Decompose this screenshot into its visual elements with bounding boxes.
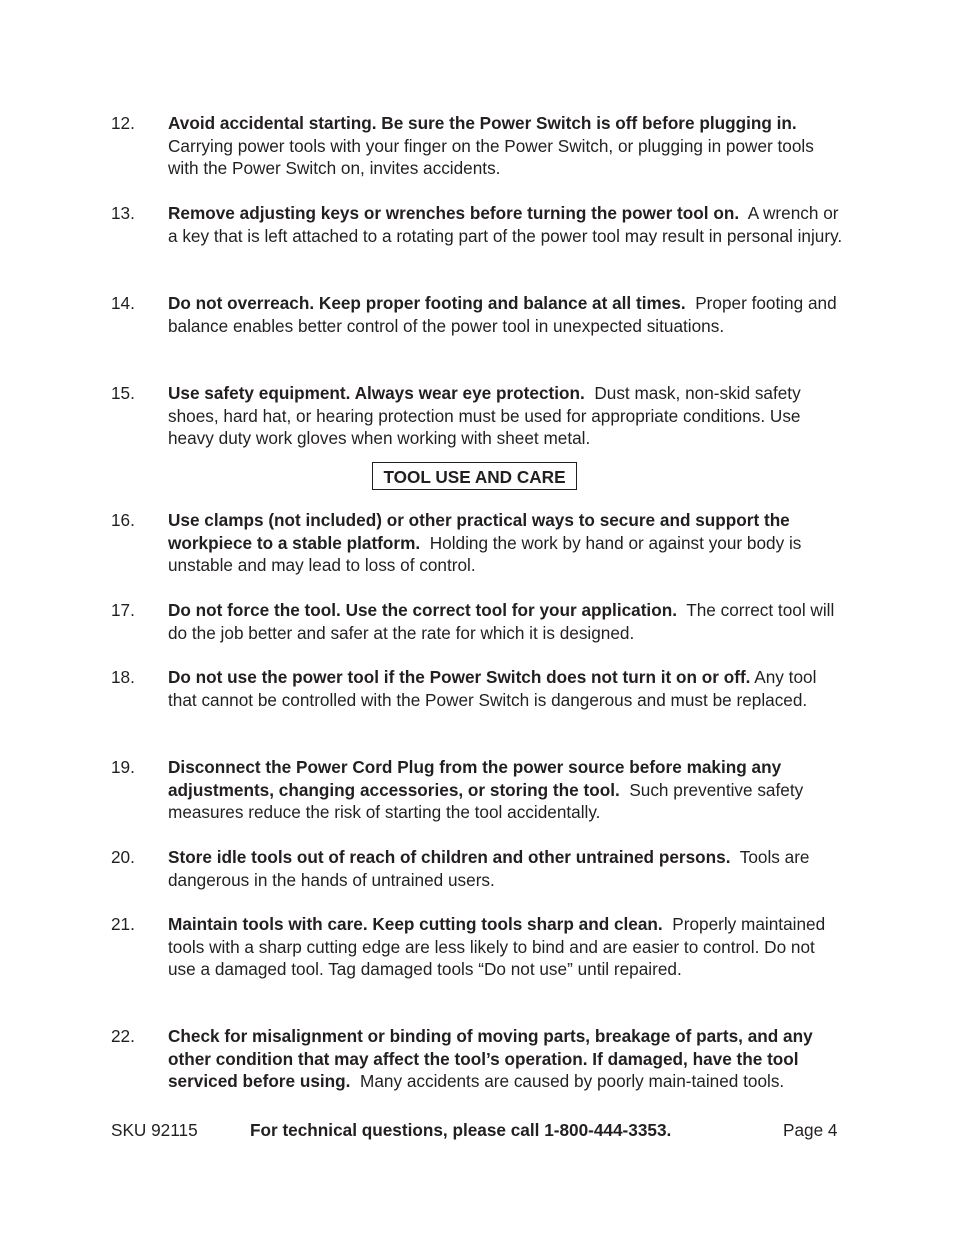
item-lead: Disconnect the Power Cord Plug from the power source before making any adjustments, changing accessories, or storing the tool. xyxy=(168,757,782,800)
item-number: 22. xyxy=(111,1026,135,1046)
item-number: 17. xyxy=(111,600,135,620)
item-lead: Remove adjusting keys or wrenches before turning the power tool on. xyxy=(168,203,740,223)
item-text: Properly maintained tools with a sharp cutting edge are less likely to bind and are easier to control. Do not use a damaged tool. Tag damaged tools “Do not use” until repaired. xyxy=(168,914,826,980)
item-number: 18. xyxy=(111,667,135,687)
item-text: Proper footing and balance enables better control of the power tool in unexpected situations. xyxy=(168,293,837,336)
item-lead: Use safety equipment. Always wear eye protection. xyxy=(168,383,585,403)
item-body xyxy=(168,292,846,337)
footer-contact: For technical questions, please call 1-800-444-3353. xyxy=(250,1120,672,1140)
item-body xyxy=(168,756,846,824)
footer-page-number: Page 4 xyxy=(783,1120,838,1140)
item-body xyxy=(168,666,846,711)
item-number: 20. xyxy=(111,847,135,867)
item-body xyxy=(168,509,846,577)
item-number: 13. xyxy=(111,203,135,223)
item-lead: Maintain tools with care. Keep cutting tools sharp and clean. xyxy=(168,914,663,934)
item-body xyxy=(168,202,846,247)
item-body xyxy=(168,846,846,891)
item-body xyxy=(168,599,846,644)
item-body xyxy=(168,382,846,450)
item-text: Such preventive safety measures reduce the risk of starting the tool accidentally. xyxy=(168,779,804,823)
item-lead: Store idle tools out of reach of children and other untrained persons. xyxy=(168,847,731,867)
footer-sku: SKU 92115 xyxy=(111,1120,198,1140)
item-text: Tools are dangerous in the hands of untrained users. xyxy=(168,847,810,890)
item-body xyxy=(168,1025,846,1093)
item-text: Carrying power tools with your finger on the Power Switch, or plugging in power tools with the Power Switch on, invites accidents. xyxy=(168,135,814,179)
item-lead: Use clamps (not included) or other practical ways to secure and support the workpiece to a stable platform. xyxy=(168,510,790,553)
section-heading-tool-use-and-care: TOOL USE AND CARE xyxy=(372,462,577,490)
item-number: 15. xyxy=(111,383,135,403)
item-number: 21. xyxy=(111,914,135,934)
item-lead: Do not force the tool. Use the correct tool for your application. xyxy=(168,600,677,620)
item-lead: Check for misalignment or binding of moving parts, breakage of parts, and any other condition that may affect the tool’s operation. If damaged, have the tool serviced before using. xyxy=(168,1026,813,1092)
item-text: Any tool that cannot be controlled with the Power Switch is dangerous and must be replaced. xyxy=(168,667,817,710)
item-lead: Avoid accidental starting. Be sure the Power Switch is off before plugging in. xyxy=(168,113,797,133)
item-number: 14. xyxy=(111,293,135,313)
item-text: Many accidents are caused by poorly main-tained tools. xyxy=(360,1071,785,1092)
item-text: A wrench or a key that is left attached to a rotating part of the power tool may result in personal injury. xyxy=(168,203,843,246)
item-lead: Do not use the power tool if the Power Switch does not turn it on or off. xyxy=(168,667,751,687)
item-lead: Do not overreach. Keep proper footing and balance at all times. xyxy=(168,293,686,313)
item-body xyxy=(168,112,846,180)
item-body xyxy=(168,913,846,981)
item-number: 16. xyxy=(111,510,135,530)
item-number: 12. xyxy=(111,113,135,133)
item-number: 19. xyxy=(111,757,135,777)
item-text: Dust mask, non-skid safety shoes, hard hat, or hearing protection must be used for appropriate conditions. Use heavy duty work gloves when working with sheet metal. xyxy=(168,383,801,449)
item-text: Holding the work by hand or against your body is unstable and may lead to loss of control. xyxy=(168,532,802,576)
item-text: The correct tool will do the job better and safer at the rate for which it is designed. xyxy=(168,600,835,643)
